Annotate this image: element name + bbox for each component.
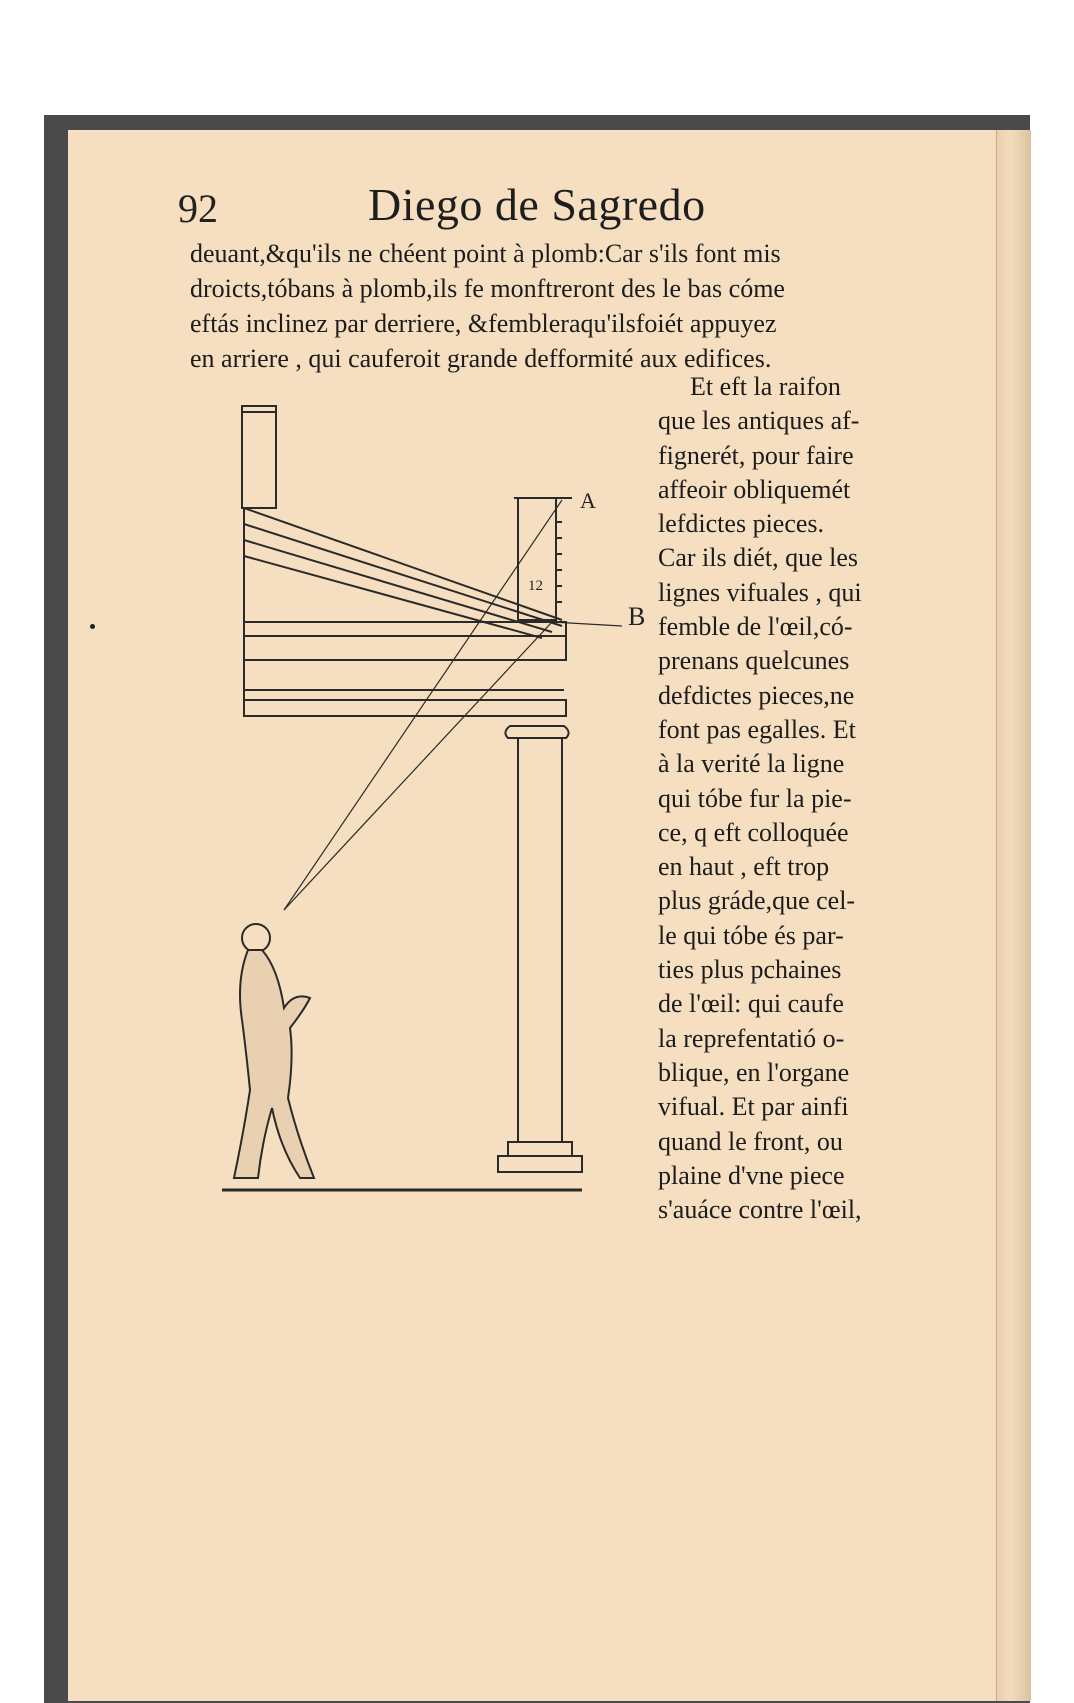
left-tower [242, 406, 276, 508]
text-line: affeoir obliquemét [658, 474, 851, 504]
capital [505, 726, 568, 738]
text-line: la reprefentatió o- [658, 1023, 845, 1053]
text-line: quand le front, ou [658, 1126, 843, 1156]
text-line: en arriere , qui cauferoit grande defformité aux edifices. [190, 344, 772, 373]
ink-speck [90, 624, 95, 629]
text-line: plus gráde,que cel- [658, 886, 856, 916]
running-title: Diego de Sagredo [368, 179, 706, 230]
text-line: Car ils diét, que les [658, 543, 859, 573]
text-line: eftás inclinez par derriere, &fembleraqu'ilsfoiét appuyez [190, 309, 777, 338]
text-line: lefdictes pieces. [658, 509, 825, 539]
text-line: droicts,tóbans à plomb,ils fe monftreront des le bas cóme [190, 274, 785, 303]
sight-line-low [284, 622, 552, 910]
figure-label-b: B [628, 602, 646, 631]
text-line: vifual. Et par ainfi [658, 1092, 849, 1122]
sight-line-high [284, 500, 562, 910]
figure-label-a: A [580, 488, 596, 513]
text-line: en haut , eft trop [658, 852, 830, 882]
slope-line [244, 508, 562, 620]
text-line: fignerét, pour faire [658, 440, 854, 470]
text-line: prenans quelcunes [658, 646, 850, 676]
text-line: deuant,&qu'ils ne chéent point à plomb:Car s'ils font mis [190, 239, 781, 268]
text-line: Et eft la raifon [690, 372, 841, 401]
facing-page-edge [996, 130, 1031, 1701]
text-line: à la verité la ligne [658, 749, 845, 779]
text-line: qui tóbe fur la pie- [658, 783, 852, 813]
text-line: de l'œil: qui caufe [658, 989, 844, 1019]
text-line: lignes vifuales , qui [658, 577, 862, 607]
column-shaft [518, 738, 562, 1142]
text-line: le qui tóbe és par- [658, 920, 844, 950]
text-line: ce, q eft colloquée [658, 817, 849, 847]
text-line: femble de l'œil,có- [658, 612, 853, 642]
woodcut-illustration [222, 390, 642, 1215]
figure-label-12: 12 [528, 578, 543, 594]
text-line: ties plus pchaines [658, 955, 842, 985]
text-line: font pas egalles. Et [658, 714, 856, 744]
top-paragraph [190, 236, 890, 376]
text-line: que les antiques af- [658, 406, 860, 436]
observer-figure [234, 924, 314, 1178]
text-line: plaine d'vne piece [658, 1160, 845, 1190]
column-paragraph [658, 370, 894, 1227]
text-line: defdictes pieces,ne [658, 680, 855, 710]
text-line: blique, en l'organe [658, 1057, 850, 1087]
text-line: s'auáce contre l'œil, [658, 1195, 862, 1225]
page-number: 92 [178, 186, 218, 231]
